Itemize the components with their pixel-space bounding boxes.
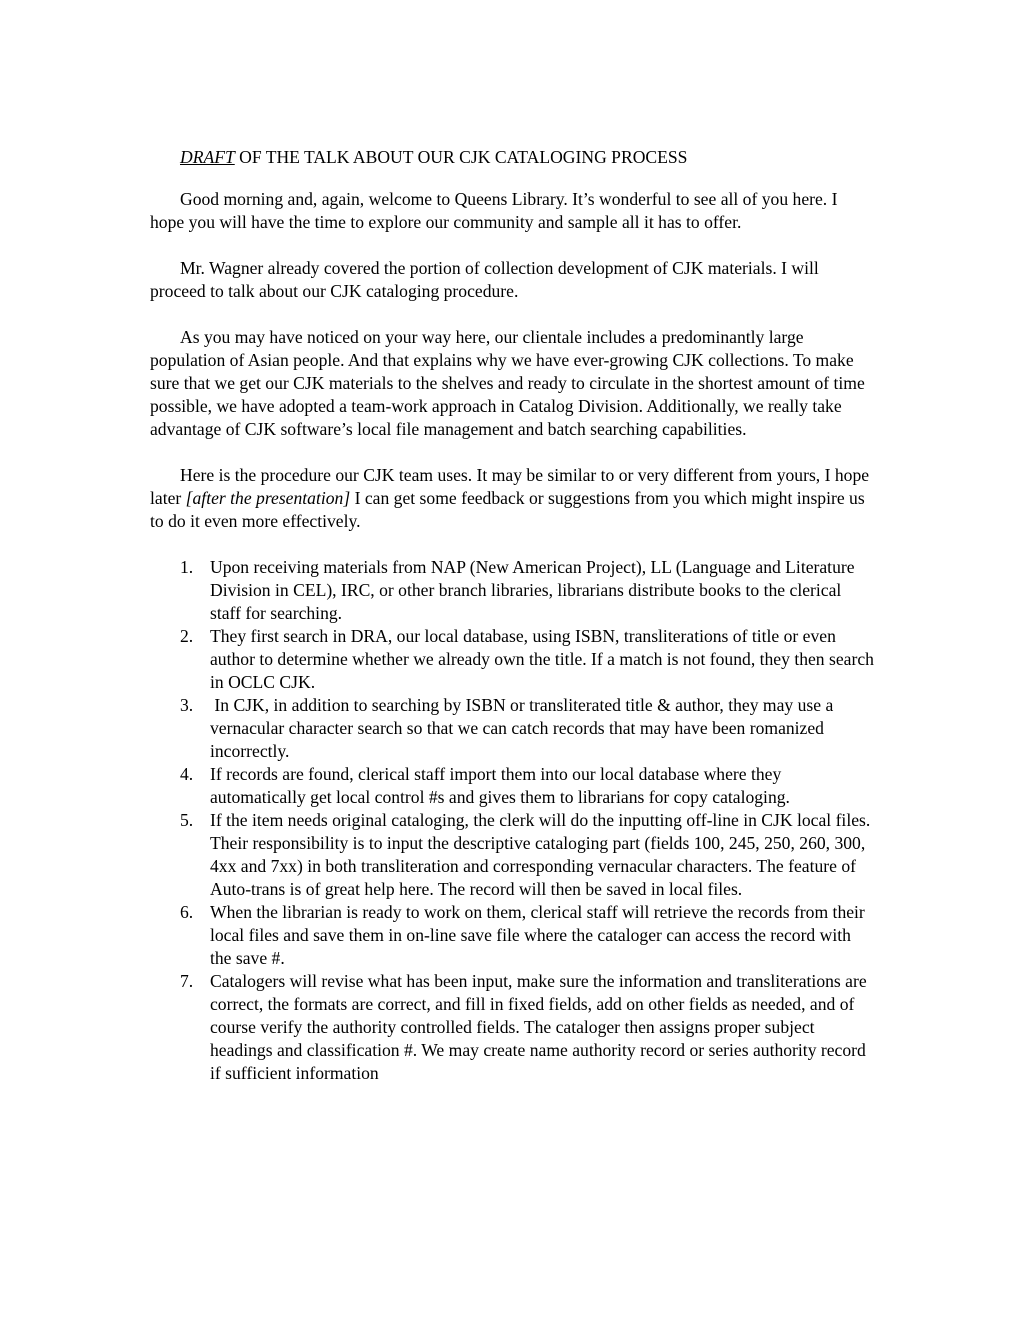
list-item [150,809,875,901]
step-number: 6. [180,902,194,922]
step-number: 2. [180,626,194,646]
document-page [150,146,875,1085]
list-item [150,901,875,970]
list-item [150,694,875,763]
step-text: If records are found, clerical staff import them into our local database where they automatically get local control #s and gives them to librarians for copy cataloging. [210,764,790,807]
procedure-intro-italic: [after the presentation] [185,488,351,508]
paragraph-welcome: Good morning and, again, welcome to Queens Library. It’s wonderful to see all of you here. I hope you will have the time to explore our community and sample all it has to offer. [150,189,838,232]
step-number: 3. [180,695,194,715]
list-item [150,970,875,1085]
list-item [150,556,875,625]
title-draft-word: DRAFT [180,147,235,167]
step-text: When the librarian is ready to work on them, clerical staff will retrieve the records from their local files and save them in on-line save file where the cataloger can access the record with the save #. [210,902,865,968]
step-number: 4. [180,764,194,784]
procedure-intro-after: I can get some feedback or suggestions from you which might inspire us to do it even more effectively. [150,488,865,531]
list-item [150,625,875,694]
step-text: They first search in DRA, our local database, using ISBN, transliterations of title or even author to determine whether we already own the title. If a match is not found, they then search in OCLC CJK. [210,626,874,692]
list-item [150,763,875,809]
step-text: If the item needs original cataloging, the clerk will do the inputting off-line in CJK local files. Their responsibility is to input the descriptive cataloging part (fields 100, 245, 250, 260, 300, 4xx and 7xx) in both transliteration and corresponding vernacular characters. The feature of Auto-trans is of great help here. The record will then be saved in local files. [210,810,871,899]
paragraph-procedure-intro [150,464,875,533]
step-number: 1. [180,557,194,577]
step-text: Catalogers will revise what has been input, make sure the information and transliterations are correct, the formats are correct, and fill in fixed fields, add on other fields as needed, and of course verify the authority controlled fields. The cataloger then assigns proper subject headings and classification #. We may create name authority record or series authority record if sufficient information [210,971,867,1083]
step-text: In CJK, in addition to searching by ISBN or transliterated title & author, they may use a vernacular character search so that we can catch records that may have been romanized incorrectly. [210,695,838,761]
procedure-steps-list [150,556,875,1085]
title-rest: OF THE TALK ABOUT OUR CJK CATALOGING PROCESS [234,147,688,167]
paragraph-collection-development: Mr. Wagner already covered the portion of collection development of CJK materials. I will proceed to talk about our CJK cataloging procedure. [150,258,819,301]
step-number: 7. [180,971,194,991]
paragraph-clientele: As you may have noticed on your way here, our clientale includes a predominantly large population of Asian people. And that explains why we have ever-growing CJK collections. To make sure that we get our CJK materials to the shelves and ready to circulate in the shortest amount of time possible, we have adopted a team-work approach in Catalog Division. Additionally, we really take advantage of CJK software’s local file management and batch searching capabilities. [150,327,865,439]
step-number: 5. [180,810,194,830]
step-text: Upon receiving materials from NAP (New American Project), LL (Language and Literature Division in CEL), IRC, or other branch libraries, librarians distribute books to the clerical staff for searching. [210,557,855,623]
document-title [150,146,875,169]
procedure-intro-before: Here is the procedure our CJK team uses. It may be similar to or very different from yours, I hope later [150,465,870,508]
